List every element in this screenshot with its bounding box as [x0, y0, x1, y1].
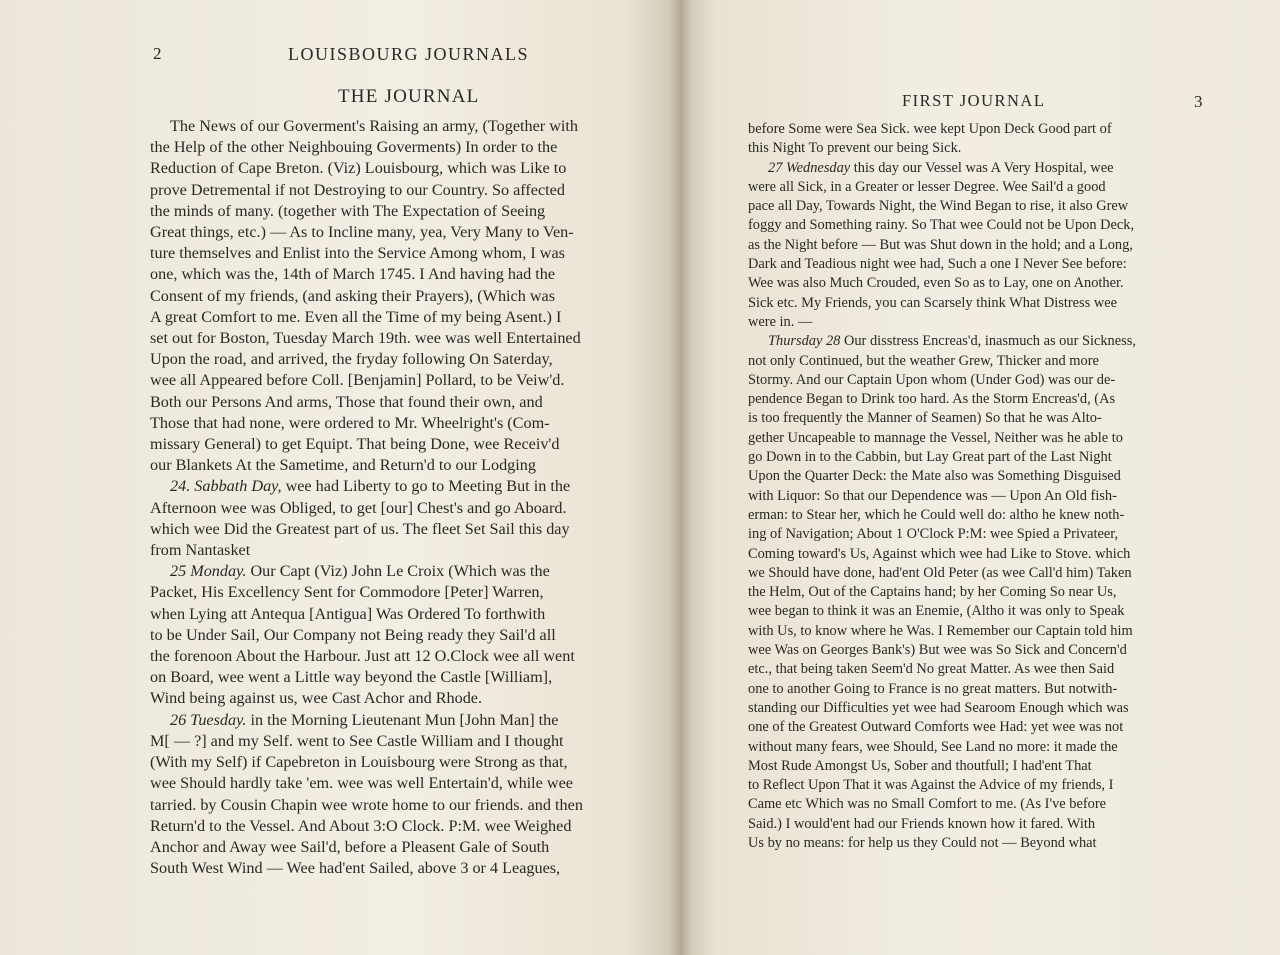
text-line — [748, 139, 1210, 158]
line-text: which wee Did the Greatest part of us. The fleet Set Sail this day — [150, 519, 570, 538]
line-text: wee had Liberty to go to Meeting But in the — [281, 477, 571, 496]
text-line — [748, 409, 1210, 428]
line-text: Came etc Which was no Small Comfort to me. (As I've before — [748, 796, 1107, 813]
text-line — [748, 641, 1210, 660]
text-line — [150, 158, 655, 179]
line-text: erman: to Stear her, which he Could well do: altho he knew noth- — [748, 506, 1125, 523]
line-text: our Blankets At the Sametime, and Return'd to our Lodging — [150, 456, 536, 475]
text-line — [150, 413, 655, 434]
text-line — [748, 178, 1210, 197]
text-line — [748, 294, 1210, 313]
text-line — [748, 255, 1210, 274]
line-text: this day our Vessel was A Very Hospital, wee — [850, 159, 1114, 176]
text-line — [748, 467, 1210, 486]
line-text: the minds of many. (together with The Expectation of Seeing — [150, 201, 546, 220]
right-page-text — [748, 120, 1210, 853]
entry-date: 27 Wednesday — [768, 159, 851, 176]
text-line — [748, 216, 1210, 235]
text-line — [150, 434, 655, 455]
line-text: go Down in to the Cabbin, but Lay Great part of the Last Night — [748, 449, 1112, 466]
text-line — [150, 519, 655, 540]
left-page-text — [150, 116, 655, 879]
line-text: Coming toward's Us, Against which wee had Like to Stove. which — [748, 545, 1131, 562]
text-line — [748, 622, 1210, 641]
text-line — [748, 738, 1210, 757]
text-line — [748, 699, 1210, 718]
text-line — [748, 274, 1210, 293]
text-line — [150, 498, 655, 519]
right-running-head: FIRST JOURNAL — [902, 91, 1046, 110]
line-text: Our disstress Encreas'd, inasmuch as our Sickness, — [840, 333, 1136, 350]
entry-date: 26 Tuesday. — [170, 710, 247, 729]
line-text: South West Wind — Wee had'ent Sailed, above 3 or 4 Leagues, — [150, 859, 561, 878]
entry-date: 24. Sabbath Day, — [170, 477, 282, 496]
entry-date: 25 Monday. — [170, 562, 247, 581]
line-text: pace all Day, Towards Night, the Wind Began to rise, it also Grew — [748, 198, 1129, 215]
line-text: Consent of my friends, (and asking their Prayers), (Which was — [150, 286, 556, 305]
line-text: with Us, to know where he Was. I Remember our Captain told him — [748, 622, 1133, 639]
line-text: when Lying att Antequa [Antigua] Was Ordered To forthwith — [150, 604, 546, 623]
line-text: Most Rude Amongst Us, Sober and thoutfull; I had'ent That — [748, 757, 1092, 774]
text-line — [150, 116, 655, 137]
text-line — [748, 313, 1210, 332]
text-line — [748, 487, 1210, 506]
line-text: set out for Boston, Tuesday March 19th. wee was well Entertained — [150, 329, 581, 348]
text-line — [748, 332, 1210, 351]
text-line — [748, 718, 1210, 737]
line-text: on Board, wee went a Little way beyond the Castle [William], — [150, 668, 553, 687]
line-text: Return'd to the Vessel. And About 3:O Clock. P:M. wee Weighed — [150, 816, 572, 835]
text-line — [150, 328, 655, 349]
line-text: Dark and Teadious night wee had, Such a one I Never See before: — [748, 256, 1127, 273]
line-text: prove Detremental if not Destroying to our Country. So affected — [150, 180, 565, 199]
line-text: Great things, etc.) — As to Incline many, yea, Very Many to Ven- — [150, 223, 574, 242]
text-line — [150, 731, 655, 752]
text-line — [748, 352, 1210, 371]
line-text: to be Under Sail, Our Company not Being ready they Sail'd all — [150, 625, 556, 644]
line-text: pendence Began to Drink too hard. As the Storm Encreas'd, (As — [748, 391, 1116, 408]
text-line — [150, 688, 655, 709]
text-line — [150, 858, 655, 879]
line-text: the Helm, Out of the Captains hand; by her Coming So near Us, — [748, 584, 1117, 601]
line-text: the forenoon About the Harbour. Just att 12 O.Clock wee all went — [150, 647, 575, 666]
text-line — [150, 710, 655, 731]
line-text: this Night To prevent our being Sick. — [748, 140, 962, 157]
right-page-number: 3 — [1194, 92, 1203, 111]
line-text: Packet, His Excellency Sent for Commodore [Peter] Warren, — [150, 583, 544, 602]
line-text: Our Capt (Viz) John Le Croix (Which was the — [246, 562, 550, 581]
text-line — [150, 476, 655, 497]
line-text: wee Should hardly take 'em. wee was well Entertain'd, while wee — [150, 774, 573, 793]
text-line — [150, 561, 655, 582]
text-line — [150, 752, 655, 773]
line-text: The News of our Goverment's Raising an army, (Together with — [170, 117, 579, 135]
line-text: with Liquor: So that our Dependence was — Upon An Old fish- — [748, 487, 1117, 504]
text-line — [150, 795, 655, 816]
text-line — [748, 583, 1210, 602]
text-line — [748, 602, 1210, 621]
line-text: Wee was also Much Crouded, even So as to Lay, one on Another. — [748, 275, 1124, 292]
line-text: (With my Self) if Capebreton in Louisbourg were Strong as that, — [150, 753, 568, 772]
line-text: Said.) I would'ent had our Friends known how it fared. With — [748, 815, 1096, 832]
line-text: ing of Navigation; About 1 O'Clock P:M: wee Spied a Privateer, — [748, 526, 1119, 543]
line-text: without many fears, wee Should, See Land no more: it made the — [748, 738, 1118, 755]
line-text: as the Night before — But was Shut down in the hold; and a Long, — [748, 236, 1133, 253]
line-text: wee all Appeared before Coll. [Benjamin] Pollard, to be Veiw'd. — [150, 371, 565, 390]
book-gutter — [668, 0, 692, 955]
text-line — [150, 646, 655, 667]
text-line — [150, 625, 655, 646]
line-text: the Help of the other Neighbouing Goverments) In order to the — [150, 138, 558, 157]
text-line — [150, 222, 655, 243]
text-line — [150, 837, 655, 858]
line-text: one of the Greatest Outward Comforts wee Had: yet wee was not — [748, 719, 1124, 736]
line-text: Stormy. And our Captain Upon whom (Under God) was our de- — [748, 371, 1116, 388]
line-text: Both our Persons And arms, Those that found their own, and — [150, 392, 543, 411]
text-line — [150, 243, 655, 264]
text-line — [150, 816, 655, 837]
line-text: were all Sick, in a Greater or lesser Degree. Wee Sail'd a good — [748, 178, 1106, 195]
section-title: THE JOURNAL — [338, 86, 480, 107]
line-text: Upon the road, and arrived, the fryday following On Saterday, — [150, 350, 553, 369]
text-line — [748, 506, 1210, 525]
line-text: etc., that being taken Seem'd No great Matter. As wee then Said — [748, 661, 1115, 678]
left-running-head: LOUISBOURG JOURNALS — [288, 44, 530, 64]
text-line — [150, 392, 655, 413]
text-line — [150, 604, 655, 625]
text-line — [748, 680, 1210, 699]
text-line — [748, 120, 1210, 139]
line-text: A great Comfort to me. Even all the Time of my being Asent.) I — [150, 307, 562, 326]
text-line — [150, 349, 655, 370]
line-text: gether Uncapeable to mannage the Vessel, Neither was he able to — [748, 429, 1123, 446]
line-text: from Nantasket — [150, 541, 251, 560]
text-line — [748, 757, 1210, 776]
text-line — [748, 525, 1210, 544]
line-text: Reduction of Cape Breton. (Viz) Louisbourg, which was Like to — [150, 159, 567, 178]
line-text: Upon the Quarter Deck: the Mate also was Something Disguised — [748, 468, 1121, 485]
text-line — [748, 564, 1210, 583]
text-line — [150, 137, 655, 158]
left-page-number: 2 — [153, 44, 162, 63]
line-text: wee began to think it was an Enemie, (Altho it was only to Speak — [748, 603, 1125, 620]
line-text: Afternoon wee was Obliged, to get [our] Chest's and go Aboard. — [150, 498, 567, 517]
text-line — [748, 776, 1210, 795]
line-text: ture themselves and Enlist into the Service Among whom, I was — [150, 244, 565, 263]
text-line — [150, 307, 655, 328]
line-text: were in. — — [748, 313, 813, 330]
text-line — [150, 540, 655, 561]
line-text: to Reflect Upon That it was Against the Advice of my friends, I — [748, 777, 1114, 794]
line-text: one, which was the, 14th of March 1745. I And having had the — [150, 265, 556, 284]
text-line — [150, 264, 655, 285]
text-line — [748, 660, 1210, 679]
line-text: one to another Going to France is no great matters. But notwith- — [748, 680, 1118, 697]
text-line — [748, 815, 1210, 834]
text-line — [748, 545, 1210, 564]
text-line — [748, 197, 1210, 216]
text-line — [150, 773, 655, 794]
entry-date: Thursday 28 — [768, 333, 841, 350]
text-line — [150, 180, 655, 201]
text-line — [150, 455, 655, 476]
line-text: foggy and Something rainy. So That wee Could not be Upon Deck, — [748, 217, 1135, 234]
line-text: before Some were Sea Sick. wee kept Upon Deck Good part of — [748, 121, 1112, 137]
text-line — [748, 390, 1210, 409]
line-text: M[ — ?] and my Self. went to See Castle William and I thought — [150, 731, 564, 750]
text-line — [150, 286, 655, 307]
line-text: in the Morning Lieutenant Mun [John Man] the — [246, 710, 559, 729]
text-line — [748, 834, 1210, 853]
line-text: is too frequently the Manner of Seamen) So that he was Alto- — [748, 410, 1102, 427]
text-line — [748, 236, 1210, 255]
line-text: we Should have done, had'ent Old Peter (as wee Call'd him) Taken — [748, 564, 1132, 581]
text-line — [748, 795, 1210, 814]
line-text: not only Continued, but the weather Grew, Thicker and more — [748, 352, 1099, 369]
text-line — [748, 371, 1210, 390]
line-text: tarried. by Cousin Chapin wee wrote home to our friends. and then — [150, 795, 583, 814]
text-line — [150, 201, 655, 222]
line-text: Those that had none, were ordered to Mr. Wheelright's (Com- — [150, 413, 550, 432]
line-text: Anchor and Away wee Sail'd, before a Pleasent Gale of South — [150, 837, 550, 856]
text-line — [748, 159, 1210, 178]
text-line — [748, 429, 1210, 448]
line-text: wee Was on Georges Bank's) But wee was So Sick and Concern'd — [748, 642, 1127, 659]
line-text: Wind being against us, wee Cast Achor and Rhode. — [150, 689, 483, 708]
line-text: Sick etc. My Friends, you can Scarsely think What Distress wee — [748, 294, 1118, 311]
text-line — [150, 667, 655, 688]
text-line — [150, 370, 655, 391]
text-line — [150, 582, 655, 603]
text-line — [748, 448, 1210, 467]
line-text: Us by no means: for help us they Could not — Beyond what — [748, 834, 1097, 851]
line-text: standing our Difficulties yet wee had Searoom Enough which was — [748, 699, 1129, 716]
line-text: missary General) to get Equipt. That being Done, wee Receiv'd — [150, 435, 560, 454]
